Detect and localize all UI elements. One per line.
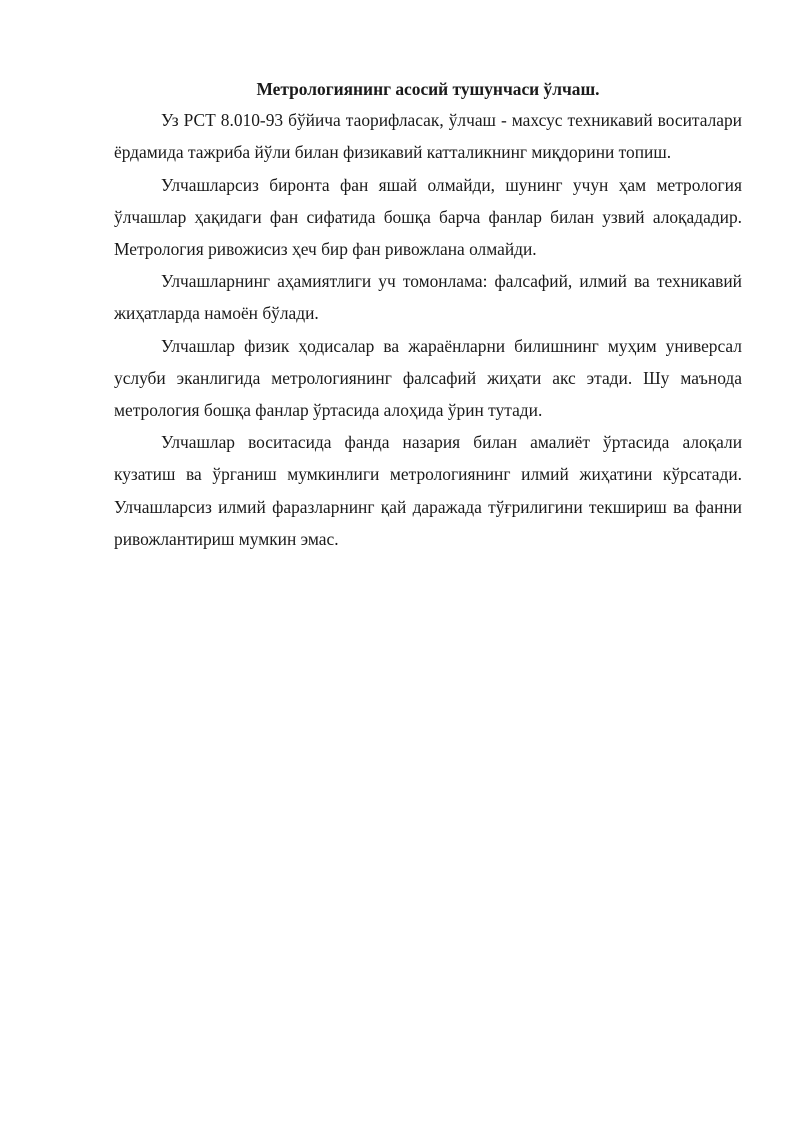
document-body bbox=[114, 73, 742, 555]
paragraph-aspects: Улчашларнинг аҳамиятлиги уч томонлама: фалсафий, илмий ва техникавий жиҳатларда намоён бўлади. bbox=[114, 271, 742, 324]
document-title: Метрологиянинг асосий тушунчаси ўлчаш. bbox=[256, 79, 600, 99]
paragraph-definition: Уз РСТ 8.010-93 бўйича таорифласак, ўлчаш - махсус техникавий воситалари ёрдамида тажриба йўли билан физикавий катталикнинг миқдорини топиш. bbox=[114, 110, 742, 163]
paragraph-importance: Улчашларсиз биронта фан яшай олмайди, шунинг учун ҳам метрология ўлчашлар ҳақидаги фан сифатида бошқа барча фанлар билан узвий алоқададир. Метрология ривожисиз ҳеч бир фан ривожлана олмайди. bbox=[114, 174, 742, 260]
paragraph-philosophical: Улчашлар физик ҳодисалар ва жараёнларни билишнинг муҳим универсал услуби эканлигида метрологиянинг фалсафий жиҳати акс этади. Шу маънода метрология бошқа фанлар ўртасида алоҳида ўрин тутади. bbox=[114, 335, 742, 421]
paragraph-scientific: Улчашлар воситасида фанда назария билан амалиёт ўртасида алоқали кузатиш ва ўрганиш мумкинлиги метрологиянинг илмий жиҳатини кўрсатади. Улчашларсиз илмий фаразларнинг қай даражада тўғрилигини текшириш ва фанни ривожлантириш мумкин эмас. bbox=[114, 432, 742, 549]
